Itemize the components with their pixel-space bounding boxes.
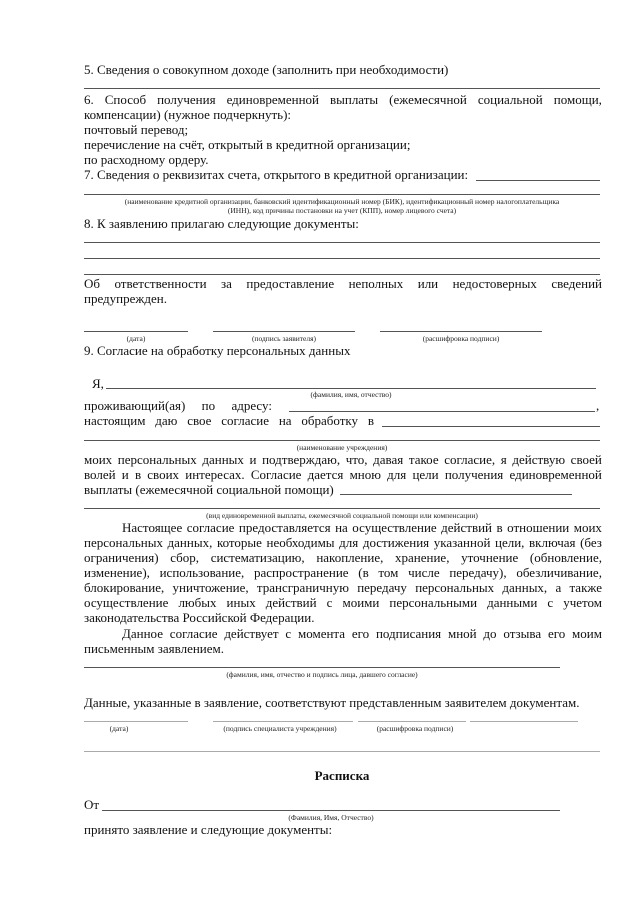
- from-label: От: [84, 797, 100, 812]
- word: распространение: [253, 565, 349, 580]
- word: Способ: [104, 92, 147, 107]
- word: интересах.: [185, 467, 245, 482]
- word: для: [339, 535, 359, 550]
- ya-label: Я,: [92, 376, 104, 391]
- specialist-extra-line[interactable]: [470, 721, 578, 722]
- specialist-signature-line[interactable]: [213, 721, 353, 722]
- consent-paragraph-2-line-4: [84, 565, 602, 581]
- word: иных: [226, 595, 256, 610]
- section-6-line-1: [84, 92, 602, 108]
- word: (в: [358, 565, 369, 580]
- word: с: [326, 595, 333, 610]
- date-caption: (дата): [126, 334, 146, 343]
- section-7-field-line-a[interactable]: [476, 180, 600, 181]
- address-line[interactable]: [289, 411, 595, 412]
- applicant-date-line[interactable]: [84, 331, 188, 332]
- word: действует: [224, 626, 279, 641]
- word: персональными: [389, 595, 478, 610]
- word: согласие: [221, 413, 269, 428]
- word: подтверждаю,: [262, 452, 341, 467]
- word: с: [285, 626, 292, 641]
- word: достижения: [362, 535, 430, 550]
- word: хранение,: [395, 550, 450, 565]
- word: в: [496, 520, 503, 535]
- word: его: [351, 626, 370, 641]
- consent-label: [84, 413, 374, 429]
- section-8-heading: 8. К заявлению прилагаю следующие документы:: [84, 216, 359, 231]
- word: отношении: [507, 520, 570, 535]
- word: дается: [307, 467, 344, 482]
- verification-text: Данные, указанные в заявление, соответствуют представленным заявителем документам.: [84, 695, 580, 710]
- word: помощи,: [553, 92, 602, 107]
- word: учетом: [563, 595, 602, 610]
- receipt-title: Расписка: [314, 768, 370, 783]
- applicant-signature-caption: (подпись заявителя): [251, 334, 317, 343]
- word: передачу: [357, 580, 407, 595]
- word: данными: [487, 595, 538, 610]
- word: моим: [572, 626, 602, 641]
- institution-line-b[interactable]: [84, 440, 600, 441]
- institution-line-a[interactable]: [382, 426, 600, 427]
- word: данных,: [167, 535, 213, 550]
- word: на: [278, 413, 292, 428]
- word: также: [569, 580, 602, 595]
- word: отзыва: [503, 626, 542, 641]
- responsibility-line-2: предупрежден.: [84, 291, 167, 306]
- word: персональных: [84, 535, 163, 550]
- applicant-signature-line[interactable]: [213, 331, 355, 332]
- word: указанной: [433, 535, 491, 550]
- institution-caption: (наименование учреждения): [296, 443, 388, 452]
- word: необходимы: [266, 535, 335, 550]
- word: любых: [178, 595, 217, 610]
- word: мною: [349, 467, 381, 482]
- consent-paragraph-2-line-7: законодательства Российской Федерации.: [84, 610, 315, 625]
- word: согласие: [186, 520, 235, 535]
- word: использование,: [159, 565, 245, 580]
- responsibility-line-1: [84, 276, 602, 292]
- word: систематизацию,: [210, 550, 305, 565]
- word: изменение),: [84, 565, 150, 580]
- word: адресу:: [231, 398, 272, 413]
- word: Согласие: [250, 467, 302, 482]
- word: которые: [216, 535, 262, 550]
- consent-paragraph-2-line-2: [84, 535, 602, 551]
- word: и: [121, 467, 129, 482]
- word: единовременной: [509, 467, 602, 482]
- word: осуществление: [84, 595, 169, 610]
- consent-paragraph-1-line-2: [84, 467, 602, 483]
- documents-line-3[interactable]: [84, 274, 600, 275]
- word: действую: [512, 452, 566, 467]
- word: предоставляется: [238, 520, 331, 535]
- word: а: [555, 580, 562, 595]
- payment-option-bank-account[interactable]: перечисление на счёт, открытый в кредитной организации;: [84, 137, 411, 152]
- payment-kind-line-b[interactable]: [84, 508, 600, 509]
- word: согласие,: [444, 452, 496, 467]
- word: осуществление: [352, 520, 437, 535]
- word: в: [134, 467, 142, 482]
- word: получения: [444, 467, 504, 482]
- word: выплаты: [329, 92, 379, 107]
- consent-signature-caption: (фамилия, имя, отчество и подпись лица, давшего согласие): [226, 670, 418, 679]
- word: волей: [84, 467, 116, 482]
- section-7-heading: 7. Сведения о реквизитах счета, открытого в кредитной организации:: [84, 167, 469, 182]
- word: данных,: [502, 580, 548, 595]
- specialist-decode-line[interactable]: [358, 721, 466, 722]
- word: цели,: [495, 535, 525, 550]
- word: социальной: [477, 92, 543, 107]
- section-6-line-2: компенсации) (нужное подчеркнуть):: [84, 107, 292, 122]
- word: сведений: [551, 276, 602, 291]
- consent-paragraph-2-line-3: [84, 550, 602, 566]
- word: моих: [84, 452, 113, 467]
- word: согласие: [169, 626, 218, 641]
- word: цели: [412, 467, 439, 482]
- consent-paragraph-2-line-6: [84, 595, 602, 611]
- applicant-decode-line[interactable]: [380, 331, 542, 332]
- word: я: [500, 452, 507, 467]
- word: персональных: [117, 452, 197, 467]
- documents-line-1[interactable]: [84, 242, 600, 243]
- word: подписания: [375, 626, 442, 641]
- word: действий: [265, 595, 317, 610]
- payment-option-postal[interactable]: почтовый перевод;: [84, 122, 189, 137]
- word: для: [387, 467, 407, 482]
- fio-line[interactable]: [106, 388, 596, 389]
- consent-paragraph-3-line-1: [122, 626, 602, 642]
- specialist-decode-caption: (расшифровка подписи): [376, 724, 454, 733]
- word: сбор,: [170, 550, 200, 565]
- word: уничтожение,: [172, 580, 249, 595]
- word: (без: [580, 535, 602, 550]
- word: моими: [342, 595, 380, 610]
- word: Настоящее: [122, 520, 183, 535]
- word: Об: [84, 276, 101, 291]
- word: до: [483, 626, 497, 641]
- word: по: [201, 398, 216, 413]
- section-7-caption-1: (наименование кредитной организации, банковский идентификационный номер (БИК), идентификационный номер налогоплательщика: [124, 197, 560, 206]
- word: числе: [408, 565, 440, 580]
- decode-caption: (расшифровка подписи): [422, 334, 500, 343]
- word: или: [417, 276, 439, 291]
- from-caption: (Фамилия, Имя, Отчество): [288, 813, 374, 822]
- word: свое: [187, 413, 212, 428]
- documents-line-2[interactable]: [84, 258, 600, 259]
- word: (обновление,: [529, 550, 602, 565]
- word: давая: [373, 452, 404, 467]
- word: своей: [570, 452, 602, 467]
- fio-caption: (фамилия, имя, отчество): [310, 390, 392, 399]
- word: проживающий(ая): [84, 398, 186, 413]
- consent-paragraph-2-line-5: [84, 580, 602, 596]
- word: на: [335, 520, 348, 535]
- word: (ежемесячной: [389, 92, 467, 107]
- section-7-caption-2: (ИНН), код причины постановки на учет (КПП), номер лицевого счета): [227, 206, 457, 215]
- word: ограничения): [84, 550, 159, 565]
- word: обезличивание,: [516, 565, 602, 580]
- specialist-signature-caption: (подпись специалиста учреждения): [223, 724, 337, 733]
- consent-paragraph-1-line-1: [84, 452, 602, 468]
- word: неполных: [348, 276, 404, 291]
- word: включая: [529, 535, 576, 550]
- word: и: [249, 452, 257, 467]
- payment-kind-caption: (вид единовременной выплаты, ежемесячной социальной помощи или компенсации): [206, 511, 478, 520]
- separator-line: [84, 751, 600, 752]
- word: за: [221, 276, 232, 291]
- address-label: [84, 398, 272, 414]
- section-5-heading: 5. Сведения о совокупном доходе (заполнить при необходимости): [84, 62, 449, 77]
- word: единовременной: [226, 92, 319, 107]
- word: момента: [298, 626, 346, 641]
- consent-paragraph-1-line-3: выплаты (ежемесячной социальной помощи): [84, 482, 334, 497]
- word: даю: [155, 413, 178, 428]
- word: получения: [157, 92, 216, 107]
- specialist-date-line[interactable]: [84, 721, 188, 722]
- section-5-field-line[interactable]: [84, 88, 600, 89]
- word: накопление,: [316, 550, 384, 565]
- word: блокирование,: [84, 580, 165, 595]
- word: Данное: [122, 626, 163, 641]
- consent-paragraph-3-line-2: письменным заявлением.: [84, 641, 225, 656]
- word: персональных: [415, 580, 495, 595]
- word: данных: [202, 452, 244, 467]
- word: его: [547, 626, 566, 641]
- word: недостоверных: [452, 276, 537, 291]
- specialist-date-caption: (дата): [109, 724, 129, 733]
- word: в: [367, 413, 374, 428]
- word: обработку: [301, 413, 359, 428]
- address-comma: ,: [596, 398, 600, 413]
- consent-signature-line[interactable]: [84, 667, 560, 668]
- word: трансграничную: [256, 580, 349, 595]
- word: что,: [345, 452, 368, 467]
- section-9-heading: 9. Согласие на обработку персональных данных: [84, 343, 351, 358]
- word: ответственности: [114, 276, 207, 291]
- word: передачу),: [449, 565, 507, 580]
- section-7-field-line-b[interactable]: [84, 194, 600, 195]
- payment-option-cash-order[interactable]: по расходному ордеру.: [84, 152, 209, 167]
- payment-kind-line-a[interactable]: [340, 494, 572, 495]
- word: действий: [441, 520, 493, 535]
- word: том: [378, 565, 399, 580]
- from-line[interactable]: [102, 810, 560, 811]
- word: мной: [447, 626, 477, 641]
- word: настоящим: [84, 413, 146, 428]
- word: такое: [408, 452, 439, 467]
- word: предоставление: [246, 276, 335, 291]
- word: с: [547, 595, 554, 610]
- word: 6.: [84, 92, 94, 107]
- word: уточнение: [461, 550, 519, 565]
- accepted-text: принято заявление и следующие документы:: [84, 822, 333, 837]
- word: своих: [147, 467, 180, 482]
- consent-paragraph-2-line-1: [122, 520, 602, 536]
- word: моих: [573, 520, 602, 535]
